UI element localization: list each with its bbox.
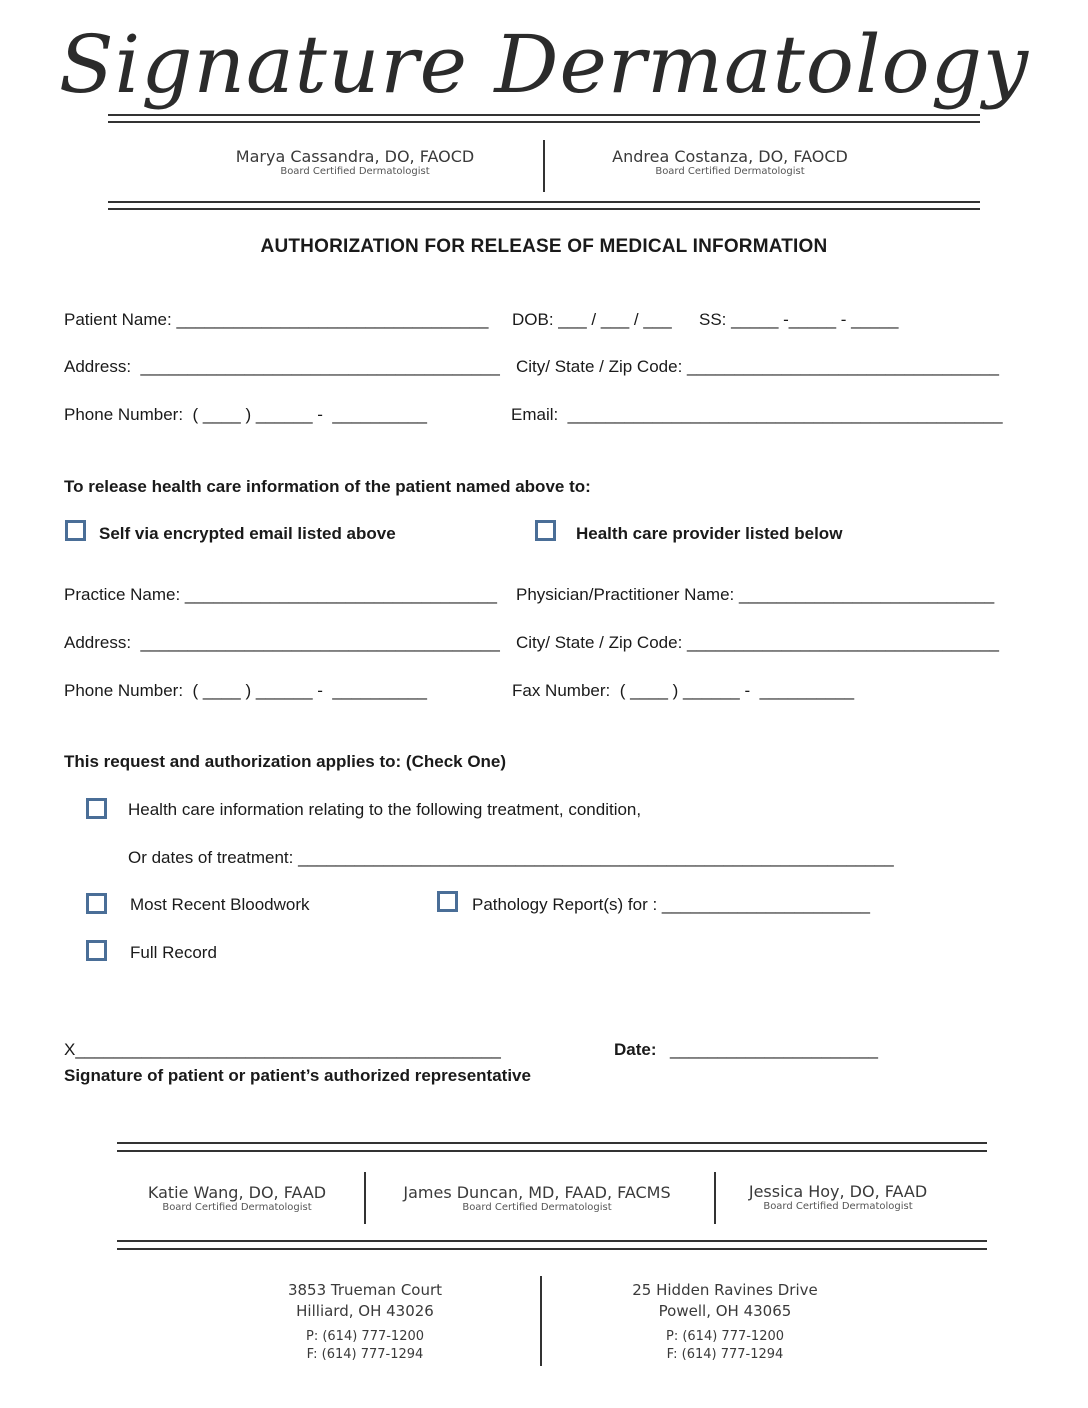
patient-address-field[interactable]: Address: ______________________________________ xyxy=(64,357,500,376)
location-hilliard-street: 3853 Trueman Court xyxy=(287,1281,443,1299)
practice-name-field[interactable]: Practice Name: _________________________________ xyxy=(64,585,497,604)
header-divider-top-2 xyxy=(108,121,980,123)
provider-checkbox[interactable] xyxy=(535,520,556,541)
header-divider-top xyxy=(108,114,980,116)
location-powell-phone: P: (614) 777-1200 xyxy=(665,1329,785,1344)
signature-field[interactable]: X_____________________________________________ xyxy=(64,1040,501,1059)
header-doctor-2-credential: Board Certified Dermatologist xyxy=(655,166,805,177)
footer-doctor-2-name: James Duncan, MD, FAAD, FACMS xyxy=(403,1183,671,1202)
pathology-option-field[interactable]: Pathology Report(s) for : ______________________ xyxy=(472,895,870,914)
footer-divider-top-2 xyxy=(117,1150,987,1152)
footer-divider-top xyxy=(117,1142,987,1144)
form-title: AUTHORIZATION FOR RELEASE OF MEDICAL INFORMATION xyxy=(260,236,828,257)
patient-name-field[interactable]: Patient Name: _________________________________ xyxy=(64,310,489,329)
self-option-label: Self via encrypted email listed above xyxy=(99,524,396,543)
footer-divider-bottom-2 xyxy=(117,1248,987,1250)
location-powell-street: 25 Hidden Ravines Drive xyxy=(632,1281,818,1299)
header-divider-bottom-2 xyxy=(108,208,980,210)
location-powell-city: Powell, OH 43065 xyxy=(658,1302,792,1320)
pathology-checkbox[interactable] xyxy=(437,891,458,912)
release-heading: To release health care information of the patient named above to: xyxy=(64,477,591,496)
patient-email-field[interactable]: Email: ______________________________________________ xyxy=(511,405,1003,424)
header-doctor-1-credential: Board Certified Dermatologist xyxy=(280,166,430,177)
footer-doctor-3-credential: Board Certified Dermatologist xyxy=(763,1201,913,1212)
provider-address-field[interactable]: Address: ______________________________________ xyxy=(64,633,500,652)
footer-location-separator xyxy=(540,1276,542,1366)
applies-heading: This request and authorization applies to: (Check One) xyxy=(64,752,507,771)
provider-fax-field[interactable]: Fax Number: ( ____ ) ______ - __________ xyxy=(512,681,855,700)
location-hilliard-phone: P: (614) 777-1200 xyxy=(305,1329,425,1344)
location-hilliard-fax: F: (614) 777-1294 xyxy=(306,1347,424,1362)
treatment-checkbox[interactable] xyxy=(86,798,107,819)
date-label: Date: xyxy=(614,1040,657,1059)
bloodwork-checkbox[interactable] xyxy=(86,893,107,914)
full-record-checkbox[interactable] xyxy=(86,940,107,961)
bloodwork-option-label: Most Recent Bloodwork xyxy=(130,895,310,914)
provider-option-label: Health care provider listed below xyxy=(576,524,843,543)
header-doctor-1-name: Marya Cassandra, DO, FAOCD xyxy=(235,147,475,166)
ssn-field[interactable]: SS: _____ -_____ - _____ xyxy=(699,310,899,329)
footer-doctor-1-credential: Board Certified Dermatologist xyxy=(162,1202,312,1213)
header-doctor-2-name: Andrea Costanza, DO, FAOCD xyxy=(612,147,848,166)
footer-doctor-1-name: Katie Wang, DO, FAAD xyxy=(147,1183,327,1202)
treatment-option-label: Health care information relating to the following treatment, condition, xyxy=(128,800,642,819)
date-field[interactable]: ______________________ xyxy=(670,1040,879,1059)
location-hilliard-city: Hilliard, OH 43026 xyxy=(296,1302,434,1320)
header-divider-bottom xyxy=(108,201,980,203)
signature-caption: Signature of patient or patient’s authorized representative xyxy=(64,1066,531,1085)
location-hilliard xyxy=(250,1280,480,1364)
footer-doctor-separator-1 xyxy=(364,1172,366,1224)
treatment-dates-field[interactable]: Or dates of treatment: _______________________________________________________________ xyxy=(128,848,894,867)
full-record-option-label: Full Record xyxy=(130,943,217,962)
provider-city-state-zip-field[interactable]: City/ State / Zip Code: _________________________________ xyxy=(516,633,1000,652)
location-powell-fax: F: (614) 777-1294 xyxy=(666,1347,784,1362)
footer-doctor-separator-2 xyxy=(714,1172,716,1224)
patient-city-state-zip-field[interactable]: City/ State / Zip Code: _________________________________ xyxy=(516,357,1000,376)
practice-logo: Signature Dermatology xyxy=(58,18,1030,111)
footer-doctor-3-name: Jessica Hoy, DO, FAAD xyxy=(748,1182,928,1201)
physician-name-field[interactable]: Physician/Practitioner Name: ___________________________ xyxy=(516,585,995,604)
footer-doctor-2-credential: Board Certified Dermatologist xyxy=(462,1202,612,1213)
provider-phone-field[interactable]: Phone Number: ( ____ ) ______ - __________ xyxy=(64,681,427,700)
footer-divider-bottom xyxy=(117,1240,987,1242)
patient-phone-field[interactable]: Phone Number: ( ____ ) ______ - __________ xyxy=(64,405,427,424)
header-doctor-separator xyxy=(543,140,545,192)
location-powell xyxy=(595,1280,855,1364)
dob-field[interactable]: DOB: ___ / ___ / ___ xyxy=(512,310,672,329)
self-checkbox[interactable] xyxy=(65,520,86,541)
